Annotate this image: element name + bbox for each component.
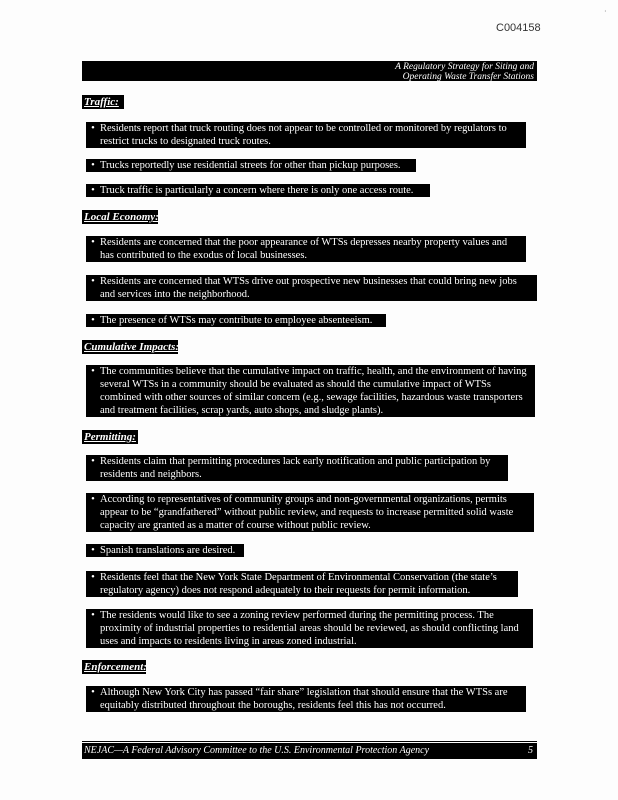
bullet-glyph: • (91, 123, 95, 134)
bullet-item (86, 493, 534, 532)
bullet-item (86, 365, 535, 417)
section-heading-enforcement: Enforcement: (84, 661, 147, 673)
bullet-text: Spanish translations are desired. (100, 545, 236, 556)
bullet-text: Residents are concerned that the poor appearance of WTSs depresses nearby property values and has contributed to the exodus of local businesses. (100, 237, 508, 261)
bullet-glyph: • (91, 276, 95, 287)
document-id: C004158 (496, 22, 541, 34)
bullet-glyph: • (91, 237, 95, 248)
bullet-text: The presence of WTSs may contribute to employee absenteeism. (100, 315, 373, 326)
bullet-text: Truck traffic is particularly a concern where there is only one access route. (100, 185, 414, 196)
bullet-item (86, 159, 416, 172)
bullet-glyph: • (91, 315, 95, 326)
running-header (82, 61, 537, 81)
bullet-item (86, 314, 386, 327)
bullet-text: Residents claim that permitting procedures lack early notification and public participation by residents and neighbors. (100, 456, 491, 480)
header-line-2: Operating Waste Transfer Stations (402, 72, 534, 82)
footer-title: NEJAC—A Federal Advisory Committee to the U.S. Environmental Protection Agency (84, 745, 430, 756)
bullet-item (86, 686, 526, 712)
bullet-glyph: • (91, 687, 95, 698)
page-number: 5 (528, 745, 533, 756)
bullet-item (86, 122, 526, 148)
bullet-glyph: • (91, 185, 95, 196)
bullet-text: The residents would like to see a zoning review performed during the permitting process. The proximity of industrial properties to residential areas should be reviewed, as should conflicting land uses and impacts to residents living in areas zoned industrial. (100, 610, 519, 647)
bullet-text: Residents are concerned that WTSs drive out prospective new businesses that could bring new jobs and services into the neighborhood. (100, 276, 517, 300)
running-footer (82, 743, 537, 759)
bullet-text: Trucks reportedly use residential streets for other than pickup purposes. (100, 160, 401, 171)
bullet-text: The communities believe that the cumulative impact on traffic, health, and the environment of having several WTSs in a community should be evaluated as should the cumulative impact of WTSs combined with other sources of similar concern (e.g., sewage facilities, hazardous waste transporters and treatment facilities, scrap yards, auto shops, and sludge plants). (100, 366, 527, 416)
bullet-item (86, 571, 518, 597)
bullet-text: Although New York City has passed “fair share” legislation that should ensure that the WTSs are equitably distributed throughout the boroughs, residents feel this has not occurred. (100, 687, 508, 711)
scan-mark: · (604, 7, 607, 16)
bullet-item (86, 455, 508, 481)
bullet-item (86, 544, 244, 557)
bullet-glyph: • (91, 160, 95, 171)
bullet-glyph: • (91, 366, 95, 377)
section-heading-traffic: Traffic: (82, 95, 124, 109)
section-heading-permitting: Permitting: (82, 430, 138, 444)
bullet-text: Residents feel that the New York State Department of Environmental Conservation (the state’s regulatory agency) does not respond adequately to their requests for permit information. (100, 572, 497, 596)
bullet-text: Residents report that truck routing does not appear to be controlled or monitored by regulators to restrict trucks to designated truck routes. (100, 123, 507, 147)
header-line-1: A Regulatory Strategy for Siting and (395, 62, 534, 72)
bullet-glyph: • (91, 456, 95, 467)
bullet-glyph: • (91, 545, 95, 556)
bullet-text: According to representatives of community groups and non-governmental organizations, permits appear to be “grandfathered” without public review, and requests to increase permitted solid waste capacity are granted as a matter of course without public review. (100, 494, 514, 531)
bullet-item (86, 184, 430, 197)
footer-rule (82, 741, 537, 742)
bullet-glyph: • (91, 572, 95, 583)
bullet-item (86, 609, 533, 648)
bullet-item (86, 236, 526, 262)
section-heading-cumulative-impacts: Cumulative Impacts: (84, 341, 180, 353)
bullet-glyph: • (91, 610, 95, 621)
section-heading-local-economy: Local Economy: (84, 211, 159, 223)
bullet-glyph: • (91, 494, 95, 505)
bullet-item (86, 275, 537, 301)
